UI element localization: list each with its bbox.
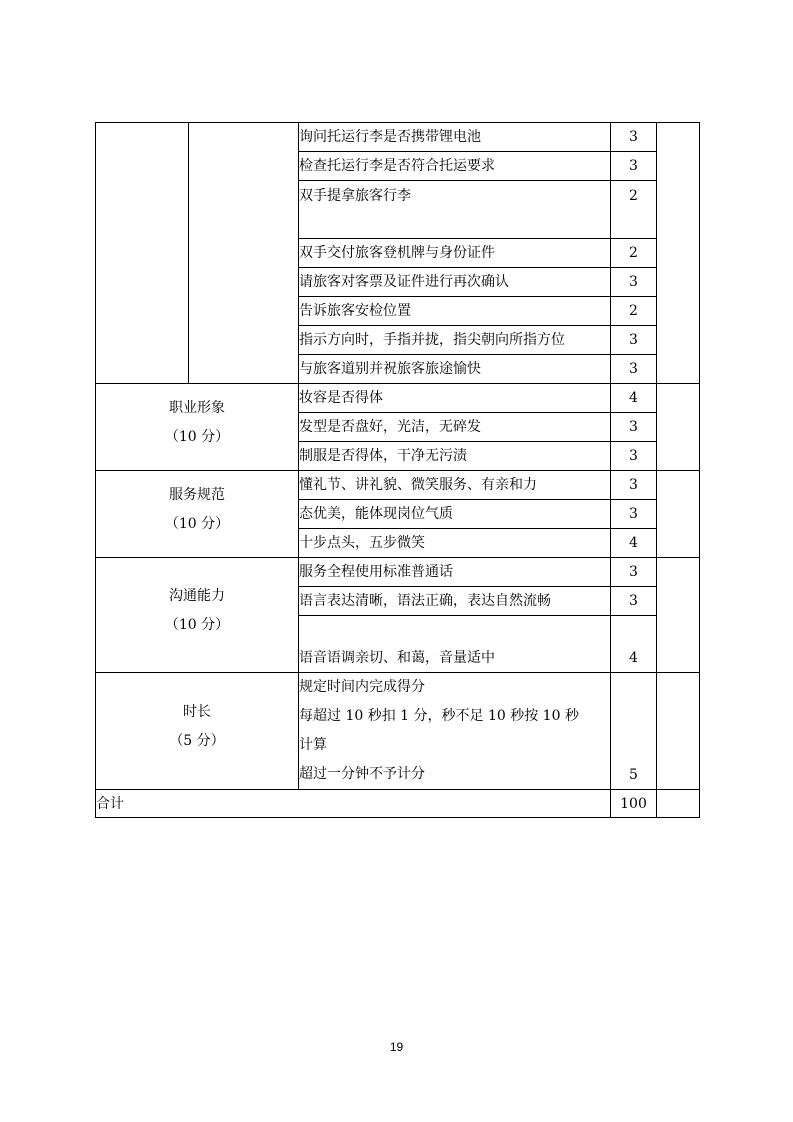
category-cell — [96, 384, 299, 471]
score-cell — [657, 123, 700, 384]
item-text: 请旅客对客票及证件进行再次确认 — [299, 268, 611, 297]
item-points: 3 — [611, 123, 657, 152]
item-text: 懂礼节、讲礼貌、微笑服务、有亲和力 — [299, 471, 611, 500]
empty-cell — [189, 123, 299, 384]
item-text: 语音语调亲切、和蔼，音量适中 — [299, 616, 611, 673]
category-name: 沟通能力 — [169, 588, 225, 604]
total-points: 100 — [611, 790, 657, 818]
rule-line: 每超过 10 秒扣 1 分，秒不足 10 秒按 10 秒 — [299, 708, 579, 724]
category-cell — [96, 558, 299, 673]
item-text: 询问托运行李是否携带锂电池 — [299, 123, 611, 152]
scoring-table — [95, 122, 700, 818]
item-points: 2 — [611, 181, 657, 239]
score-cell — [657, 558, 700, 673]
table-row — [96, 673, 700, 790]
item-text: 发型是否盘好，光洁，无碎发 — [299, 413, 611, 442]
item-text: 态优美，能体现岗位气质 — [299, 500, 611, 529]
item-points: 5 — [611, 673, 657, 790]
item-points: 4 — [611, 529, 657, 558]
rule-line: 规定时间内完成得分 — [299, 679, 425, 695]
category-name: 服务规范 — [169, 487, 225, 503]
item-points: 3 — [611, 152, 657, 181]
item-text: 语言表达清晰，语法正确，表达自然流畅 — [299, 587, 611, 616]
item-points: 3 — [611, 268, 657, 297]
score-cell — [657, 673, 700, 790]
table-row — [96, 558, 700, 587]
item-text: 制服是否得体，干净无污渍 — [299, 442, 611, 471]
item-text: 检查托运行李是否符合托运要求 — [299, 152, 611, 181]
item-text: 与旅客道别并祝旅客旅途愉快 — [299, 355, 611, 384]
duration-rules — [299, 673, 611, 790]
total-label: 合计 — [96, 790, 611, 818]
item-points: 2 — [611, 239, 657, 268]
item-points: 4 — [611, 384, 657, 413]
item-text: 双手交付旅客登机牌与身份证件 — [299, 239, 611, 268]
empty-cell — [96, 123, 189, 384]
page-number: 19 — [389, 1040, 404, 1054]
item-points: 3 — [611, 326, 657, 355]
item-text: 指示方向时，手指并拢，指尖朝向所指方位 — [299, 326, 611, 355]
table-row — [96, 123, 700, 152]
score-cell — [657, 790, 700, 818]
score-cell — [657, 384, 700, 471]
table-row — [96, 471, 700, 500]
table-row — [96, 384, 700, 413]
item-points: 3 — [611, 413, 657, 442]
item-text: 服务全程使用标准普通话 — [299, 558, 611, 587]
score-cell — [657, 471, 700, 558]
category-cell — [96, 471, 299, 558]
rule-line: 计算 — [299, 737, 327, 753]
item-points: 2 — [611, 297, 657, 326]
item-text: 告诉旅客安检位置 — [299, 297, 611, 326]
item-points: 3 — [611, 587, 657, 616]
item-points: 3 — [611, 558, 657, 587]
category-weight: （10 分） — [164, 429, 230, 445]
category-name: 职业形象 — [169, 400, 225, 416]
total-row — [96, 790, 700, 818]
category-cell — [96, 673, 299, 790]
category-name: 时长 — [183, 704, 211, 720]
item-points: 3 — [611, 471, 657, 500]
item-points: 3 — [611, 500, 657, 529]
item-points: 3 — [611, 442, 657, 471]
category-weight: （5 分） — [169, 733, 225, 749]
rule-line: 超过一分钟不予计分 — [299, 766, 425, 782]
category-weight: （10 分） — [164, 516, 230, 532]
item-text: 双手提拿旅客行李 — [299, 181, 611, 239]
item-text: 妆容是否得体 — [299, 384, 611, 413]
category-weight: （10 分） — [164, 617, 230, 633]
item-points: 3 — [611, 355, 657, 384]
item-points: 4 — [611, 616, 657, 673]
item-text: 十步点头，五步微笑 — [299, 529, 611, 558]
